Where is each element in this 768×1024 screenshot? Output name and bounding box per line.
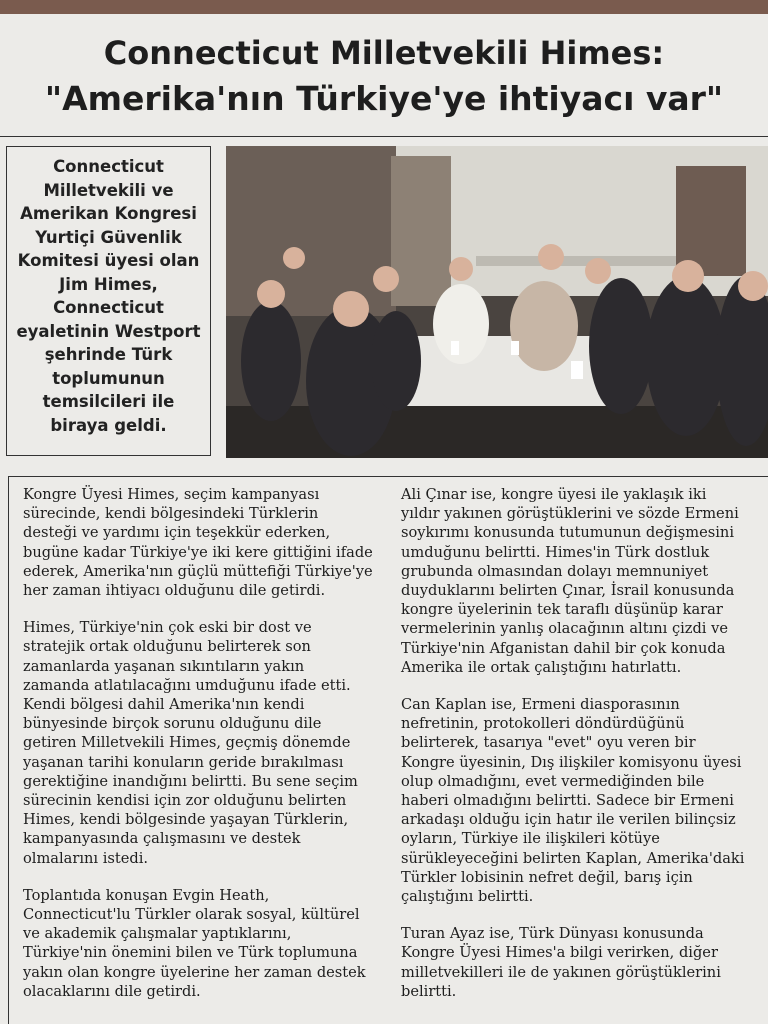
headline-line-2: "Amerika'nın Türkiye'ye ihtiyacı var": [44, 79, 724, 118]
paragraph: Can Kaplan ise, Ermeni diasporasının nefretinin, protokolleri döndürdüğünü belirterek, tasarıya "evet" oyu veren bir Kongre üyesinin, Dış ilişkiler komisyonu üyesi olup olmadığını, evet vermediğinden bile haberi olmadığını belirtti. Sadece bir Ermeni arkadaşı olduğu için hatır ile verilen bilinçsiz oyların, Türkiye ile ilişkileri kötüye sürükleyeceğini belirten Kaplan, Amerika'daki Türkler lobisinin nefret değil, barış için çalıştığını belirtti.: [401, 696, 745, 906]
article-body: [8, 476, 768, 1024]
lead-box: Connecticut Milletvekili ve Amerikan Kongresi Yurtiçi Güvenlik Komitesi üyesi olan Jim Himes, Connecticut eyaletinin Westport şehrinde Türk toplumunun temsilcileri ile biraya geldi.: [6, 146, 211, 456]
newspaper-page: [0, 14, 768, 1024]
meeting-photo: [226, 146, 768, 458]
headline-line-1: Connecticut Milletvekili Himes:: [103, 34, 665, 72]
article-left-column: [23, 485, 375, 1019]
paragraph: Ali Çınar ise, kongre üyesi ile yaklaşık iki yıldır yakınen görüştüklerini ve sözde Ermeni soykırımı konusunda tutumunun değişmesini umduğunu belirtti. Himes'in Türk dostluk grubunda olmasından dolayı memnuniyet duyduklarını belirten Çınar, İsrail konusunda kongre üyelerinin tek taraflı düşünüp karar vermelerinin yanlış olacağının altını çizdi ve Türkiye'nin Afganistan dahil bir çok konuda Amerika ile ortak çalıştığını hatırlattı.: [401, 486, 739, 676]
paragraph: Turan Ayaz ise, Türk Dünyası konusunda Kongre Üyesi Himes'a bilgi verirken, diğer milletvekilleri ile de yakınen görüştüklerini belirtti.: [401, 925, 721, 1000]
paragraph: Himes, Türkiye'nin çok eski bir dost ve stratejik ortak olduğunu belirterek son zamanlarda yaşanan sıkıntıların yakın zamanda atlatılacağını umduğunu ifade etti. Kendi bölgesi dahil Amerika'nın kendi bünyesinde birçok sorunu olduğunu dile getiren Milletvekili Himes, geçmiş dönemde yaşanan tarihi konuların geride bırakılması gerektiğine inandığını belirtti. Bu sene seçim sürecinin kendisi için zor olduğunu belirten Himes, kendi bölgesinde yaşayan Türklerin, kampanyasında çalışmasını ve destek olmalarını istedi.: [23, 619, 358, 867]
article-right-column: [401, 485, 747, 1019]
headline: [0, 14, 768, 137]
paragraph: Toplantıda konuşan Evgin Heath, Connecticut'lu Türkler olarak sosyal, kültürel ve akademik çalışmalar yaptıklarını, Türkiye'nin önemini bilen ve Türk toplumuna yakın olan kongre üyelerine her zaman destek olacaklarını dile getirdi.: [23, 886, 366, 1000]
paragraph: Kongre Üyesi Himes, seçim kampanyası sürecinde, kendi bölgesindeki Türklerin desteği ve yardımı için teşekkür ederken, bugüne kadar Türkiye'ye iki kere gittiğini ifade ederek, Amerika'nın güçlü müttefiği Türkiye'ye her zaman ihtiyacı olduğunu dile getirdi.: [23, 486, 373, 600]
